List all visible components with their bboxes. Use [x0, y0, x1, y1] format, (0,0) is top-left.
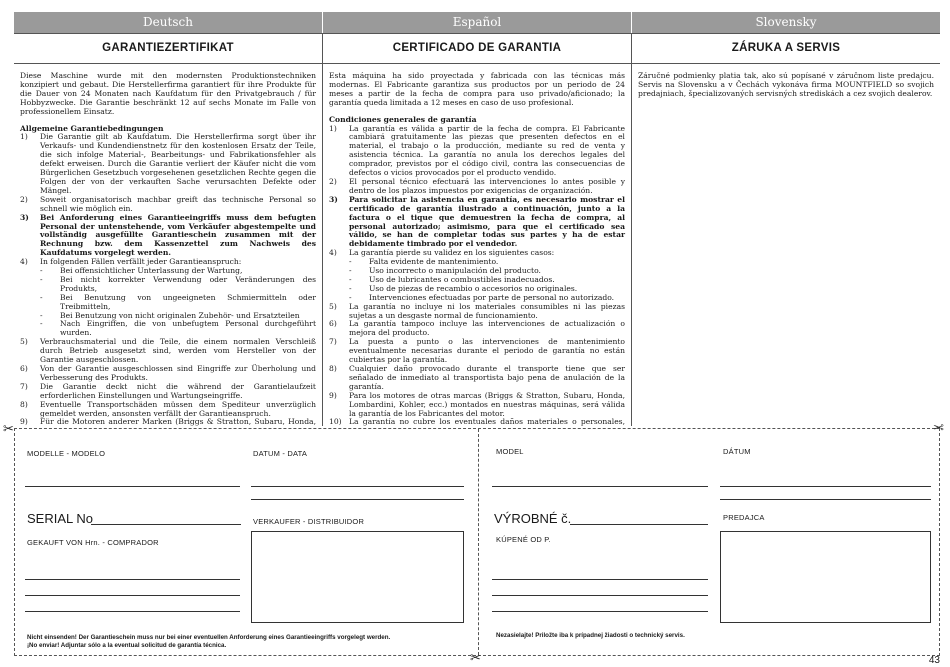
scissors-icon: ✂: [3, 422, 14, 437]
buyer-line-left-3[interactable]: [25, 611, 240, 612]
scissors-icon: ✂: [933, 421, 944, 436]
condition-item: [329, 320, 625, 338]
intro-es: Esta máquina ha sido proyectada y fabricada con las técnicas más modernas. El Fabricante garantiza sus productos por un periodo de 24 meses a partir de la fecha de compra para uso privado/aficionado; la garantía queda limitada a 12 meses en caso de uso profesional.: [329, 71, 625, 107]
condition-item: [329, 418, 625, 426]
condition-number: 1): [329, 123, 337, 133]
serial-line-right[interactable]: [570, 524, 708, 525]
condition-number: 1): [20, 132, 28, 142]
condition-item: [20, 196, 316, 214]
coupon-note-right: Nezasielajte! Priložte iba k prípadnej žiadosti o technický servis.: [496, 632, 685, 639]
condition-number: 3): [329, 194, 338, 204]
condition-item: [329, 303, 625, 321]
section-headings: [14, 33, 940, 64]
condition-text: La garantía es válida a partir de la fecha de compra. El Fabricante cambiará gratuitamente las piezas que presenten defectos en el material, el trabajo o la producción, mediante su red de venta y asistencia técnica. La garantía no anula los derechos legales del comprador, previstos por el código civil, contra las consecuencias de defectos o vicios provocados por el producto vendido.: [349, 123, 625, 178]
condition-number: 7): [329, 337, 337, 347]
column-es: [323, 64, 632, 426]
condition-item: [329, 392, 625, 419]
date-label-right: DÁTUM: [723, 447, 751, 456]
language-tabs: [14, 12, 940, 33]
condition-text: Bei Anforderung eines Garantieeingriffs muss dem befugten Personal der untenstehende, vom Verkäufer abgestempelte und vollständig ausgefüllte Garantieschein zusammen mit der Rechnung bzw. dem Kassenzettel zum Nachweis des Kaufdatums vorgelegt werden.: [40, 212, 316, 258]
exclusion-item: - Nach Eingriffen, die von unbefugtem Personal durchgeführt wurden.: [40, 319, 316, 338]
exclusion-text: Falta evidente de mantenimiento.: [369, 257, 499, 267]
condition-item: [20, 214, 316, 259]
heading-sk: ZÁRUKA A SERVIS: [731, 42, 841, 54]
scissors-icon: ✂: [470, 651, 481, 666]
condition-text: Die Garantie deckt nicht die während der Garantielaufzeit erforderlichen Einstellungen und Wartungseingriffe.: [40, 381, 316, 400]
condition-item: [329, 178, 625, 196]
exclusions-group: [20, 267, 316, 338]
exclusion-text: Bei offensichtlicher Unterlassung der Wartung,: [60, 266, 243, 276]
exclusion-text: Bei Benutzung von ungeeigneten Schmiermitteln oder Treibmitteln,: [60, 292, 316, 311]
condition-number: 4): [329, 248, 337, 258]
seller-stamp-box-left[interactable]: [251, 531, 464, 623]
condition-number: 5): [20, 337, 28, 347]
condition-text: La puesta a punto o las intervenciones de mantenimiento eventualmente necesarias durante el periodo de garantía no están cubiertas por la garantía.: [349, 337, 625, 365]
language-tab-sk: Slovensky: [632, 12, 940, 33]
buyer-label-right: KÚPENÉ OD P.: [496, 535, 551, 544]
exclusion-item: - Bei nicht korrekter Verwendung oder Veränderungen des Produkts,: [40, 274, 316, 293]
condition-text: La garantía no incluye ni los materiales consumibles ni las piezas sujetas a un desgaste normal de funcionamiento.: [349, 301, 625, 320]
condition-text: In folgenden Fällen verfällt jeder Garantieanspruch:: [40, 257, 242, 267]
condition-number: 3): [20, 212, 29, 222]
condition-item: [329, 196, 625, 249]
buyer-line-left-1[interactable]: [25, 579, 240, 580]
exclusion-text: Uso de lubricantes o combustibles inadecuados.: [369, 274, 555, 284]
exclusion-text: Intervenciones efectuadas por parte de personal no autorizado.: [369, 292, 615, 302]
model-label-left: MODELLE - MODELO: [27, 449, 106, 458]
warranty-coupon: [14, 428, 940, 656]
condition-item: [20, 383, 316, 401]
condition-number: 2): [329, 176, 337, 186]
exclusion-item: - Uso de piezas de recambio o accesorios no originales.: [349, 283, 578, 293]
condition-item: [20, 338, 316, 365]
condition-number: 8): [329, 364, 337, 373]
exclusion-text: Nach Eingriffen, die von unbefugtem Personal durchgeführt wurden.: [60, 319, 316, 338]
text-columns: [14, 64, 940, 426]
exclusion-item: - Intervenciones efectuadas por parte de personal no autorizado.: [349, 292, 615, 302]
serial-label-left: SERIAL No: [27, 511, 93, 526]
condition-text: Para solicitar la asistencia en garantía, es necesario mostrar el certificado de garantía ilustrado a continuación, junto a la factura o el tique que demuestren la fecha de compra, al personal autorizado; asimismo, para que el certificado sea válido, se han de completar todas sus partes y ha de estar debidamente timbrado por el vendedor.: [349, 194, 625, 249]
condition-item: [20, 365, 316, 383]
buyer-line-left-2[interactable]: [25, 595, 240, 596]
condition-text: Eventuelle Transportschäden müssen dem Spediteur unverzüglich gemeldet werden, ansonsten verfällt der Garantieanspruch.: [40, 399, 316, 418]
date-line-left-2[interactable]: [251, 499, 464, 500]
coupon-note-left: [27, 634, 467, 650]
condition-number: 9): [20, 417, 28, 426]
seller-stamp-box-right[interactable]: [720, 531, 931, 623]
language-tab-es: Español: [323, 12, 632, 33]
condition-text: La garantía pierde su validez en los siguientes casos:: [349, 248, 555, 258]
condition-text: Für die Motoren anderer Marken (Briggs & Stratton, Subaru, Honda,: [40, 417, 316, 426]
section-title-de: Allgemeine Garantiebedingungen: [20, 123, 164, 133]
condition-text: La garantía no cubre los eventuales daños materiales o personales,: [349, 417, 625, 426]
condition-text: Von der Garantie ausgeschlossen sind Eingriffe zur Überholung und Verbesserung des Produkts.: [40, 364, 316, 382]
column-de: [14, 64, 323, 426]
date-line-left-1[interactable]: [251, 486, 464, 487]
serial-label-right: VÝROBNÉ č.: [494, 511, 572, 526]
condition-text: La garantía tampoco incluye las intervenciones de actualización o mejora del producto.: [349, 319, 625, 338]
exclusion-item: - Uso de lubricantes o combustibles inadecuados.: [349, 274, 555, 284]
condition-number: 7): [20, 381, 28, 391]
section-title-es: Condiciones generales de garantía: [329, 114, 477, 124]
exclusion-text: Bei Benutzung von nicht originalen Zubehör- und Ersatzteilen: [60, 310, 300, 320]
condition-item: [329, 365, 625, 392]
exclusion-item: - Uso incorrecto o manipulación del producto.: [349, 266, 541, 276]
coupon-note-es: ¡No enviar! Adjuntar sólo a la eventual solicitud de garantía técnica.: [27, 642, 227, 649]
conditions-list-de: [20, 133, 316, 426]
exclusion-text: Uso de piezas de recambio o accesorios no originales.: [369, 283, 578, 293]
intro-de: Diese Maschine wurde mit den modernsten Produktionstechniken konzipiert und gebaut. Die Herstellerfirma garantiert für ihre Produkte für die Dauer von 24 Monaten nach Kaufdatum für den Privatgebrauch / für Hobbyzwecke. Die Garantie beschränkt 12 auf sechs Monate im Falle von professionellem Einsatz.: [20, 71, 316, 116]
condition-item: [20, 133, 316, 195]
seller-label-left: VERKAUFER - DISTRIBUIDOR: [253, 517, 365, 526]
buyer-line-right-2[interactable]: [492, 595, 708, 596]
condition-number: 2): [20, 194, 28, 204]
exclusions-group: [329, 258, 625, 303]
condition-number: 5): [329, 301, 337, 311]
condition-text: El personal técnico efectuará las intervenciones lo antes posible y dentro de los plazos impuestos por exigencias de organización.: [349, 176, 625, 195]
condition-text: Cualquier daño provocado durante el transporte tiene que ser señalado de inmediato al transportista bajo pena de anulación de la garantía.: [349, 364, 625, 391]
buyer-label-left: GEKAUFT VON Hrn. - COMPRADOR: [27, 538, 159, 547]
exclusion-item: - Bei offensichtlicher Unterlassung der Wartung,: [40, 266, 243, 276]
exclusion-text: Bei nicht korrekter Verwendung oder Veränderungen des Produkts,: [60, 274, 316, 293]
exclusion-item: - Falta evidente de mantenimiento.: [349, 257, 499, 267]
page-number: 43: [928, 655, 940, 666]
condition-item: [329, 338, 625, 365]
condition-item: [20, 401, 316, 419]
condition-item: [329, 125, 625, 178]
column-sk: [632, 64, 940, 426]
model-line-left[interactable]: [25, 486, 240, 487]
condition-text: Verbrauchsmaterial und die Teile, die einem normalen Verschleiß durch Betrieb ausgesetzt sind, werden vom Hersteller von der Garantie ausgeschlossen.: [40, 337, 316, 365]
condition-text: Die Garantie gilt ab Kaufdatum. Die Herstellerfirma sorgt über ihr Verkaufs- und Kundendienstnetz für den kostenlosen Ersatz der Teile, die sich infolge Material-, Bearbeitungs- und Fabrikationsfehler als defekt erweisen. Durch die Garantie verliert der Käufer nicht die vom Bürgerlichen Gesetzbuch vorgesehenen gesetzlichen Rechte gegen die Folgen der von der verkauften Sache verursachten Defekte oder Mängel.: [40, 132, 316, 195]
buyer-line-right-3[interactable]: [492, 611, 708, 612]
model-label-right: MODEL: [496, 447, 524, 456]
buyer-line-right-1[interactable]: [492, 579, 708, 580]
heading-es: CERTIFICADO DE GARANTIA: [323, 34, 632, 63]
exclusion-item: - Bei Benutzung von nicht originalen Zubehör- und Ersatzteilen: [40, 310, 300, 320]
seller-label-right: PREDAJCA: [723, 513, 765, 522]
serial-line-left[interactable]: [91, 524, 241, 525]
condition-number: 6): [20, 364, 28, 373]
condition-number: 4): [20, 257, 28, 267]
condition-number: 8): [20, 399, 28, 409]
condition-number: 10): [329, 417, 342, 426]
exclusion-text: Uso incorrecto o manipulación del producto.: [369, 266, 541, 276]
coupon-divider: [478, 429, 479, 655]
condition-number: 9): [329, 390, 337, 400]
condition-item: [20, 418, 316, 426]
model-line-right[interactable]: [492, 486, 708, 487]
conditions-list-es: [329, 125, 625, 426]
date-line-right-1[interactable]: [720, 486, 931, 487]
exclusion-item: - Bei Benutzung von ungeeigneten Schmiermitteln oder Treibmitteln,: [40, 292, 316, 311]
date-line-right-2[interactable]: [720, 499, 931, 500]
coupon-note-de: Nicht einsenden! Der Garantieschein muss nur bei einer eventuellen Anforderung eines Garantieeingriffs vorgelegt werden.: [27, 634, 391, 641]
language-tab-de: Deutsch: [14, 12, 323, 33]
date-label-left: DATUM - DATA: [253, 449, 308, 458]
condition-text: Para los motores de otras marcas (Briggs & Stratton, Subaru, Honda, Lombardini, Kohler, ecc.) montados en nuestras máquinas, será válida la garantía de los Fabricantes del motor.: [349, 390, 625, 418]
condition-text: Soweit organisatorisch machbar greift das technische Personal so schnell wie möglich ein.: [40, 194, 316, 213]
condition-number: 6): [329, 319, 337, 329]
heading-de: GARANTIEZERTIFIKAT: [14, 34, 323, 63]
intro-sk: Záručné podmienky platia tak, ako sú popísané v záručnom liste predajcu. Servis na Slovensku a v Čechách vykonáva firma MOUNTFIELD so svojich predajniach, špecializovaných servisných strediskách a cez svojich dealerov.: [638, 71, 934, 98]
